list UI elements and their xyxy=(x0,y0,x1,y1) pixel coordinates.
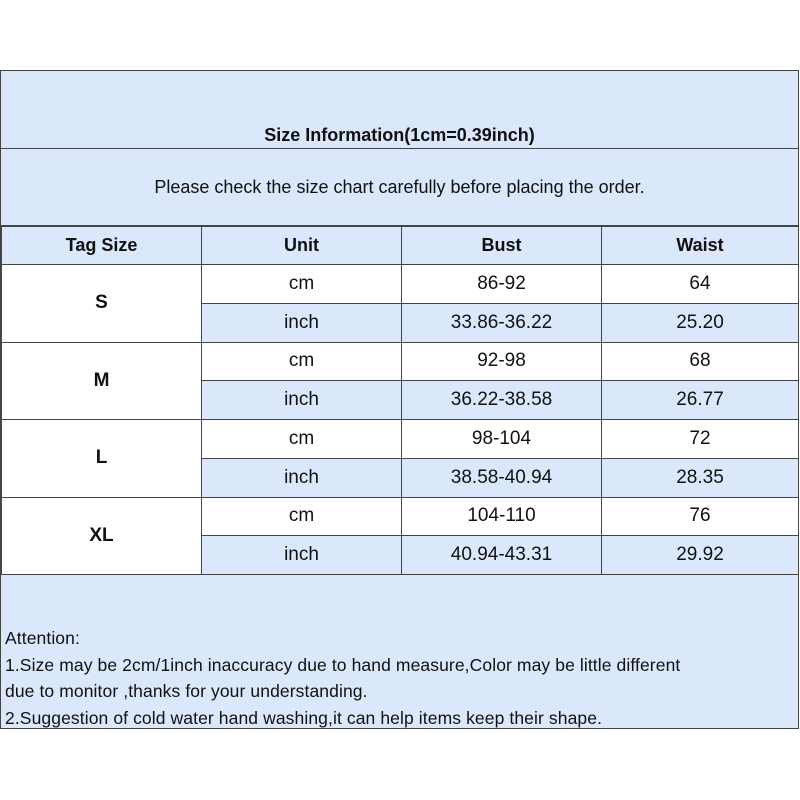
table-row xyxy=(2,497,799,536)
table-header-row xyxy=(2,227,799,265)
header-tag-size: Tag Size xyxy=(2,227,202,265)
bust-cell: 36.22-38.58 xyxy=(402,381,602,420)
bust-cell: 92-98 xyxy=(402,342,602,381)
header-unit: Unit xyxy=(202,227,402,265)
attention-heading: Attention: xyxy=(5,628,80,648)
size-chart-title: Size Information(1cm=0.39inch) xyxy=(264,125,535,145)
attention-line: 1.Size may be 2cm/1inch inaccuracy due to hand measure,Color may be little different xyxy=(5,654,681,675)
table-row xyxy=(2,342,799,381)
table-row xyxy=(2,265,799,304)
bust-cell: 98-104 xyxy=(402,420,602,459)
unit-cell: inch xyxy=(202,381,402,420)
tag-size-cell: S xyxy=(2,265,202,343)
size-chart-sheet xyxy=(0,70,799,729)
bust-cell: 104-110 xyxy=(402,497,602,536)
bust-cell: 33.86-36.22 xyxy=(402,303,602,342)
header-waist: Waist xyxy=(602,227,799,265)
title-band xyxy=(1,71,798,149)
waist-cell: 72 xyxy=(602,420,799,459)
waist-cell: 28.35 xyxy=(602,458,799,497)
tag-size-cell: XL xyxy=(2,497,202,575)
waist-cell: 25.20 xyxy=(602,303,799,342)
unit-cell: inch xyxy=(202,536,402,575)
note-band xyxy=(1,149,798,226)
waist-cell: 68 xyxy=(602,342,799,381)
bust-cell: 40.94-43.31 xyxy=(402,536,602,575)
unit-cell: inch xyxy=(202,458,402,497)
unit-cell: cm xyxy=(202,420,402,459)
waist-cell: 26.77 xyxy=(602,381,799,420)
waist-cell: 29.92 xyxy=(602,536,799,575)
size-table xyxy=(1,226,799,575)
attention-line: 2.Suggestion of cold water hand washing,it can help items keep their shape. xyxy=(5,707,603,728)
bust-cell: 38.58-40.94 xyxy=(402,458,602,497)
table-row xyxy=(2,420,799,459)
attention-line: due to monitor ,thanks for your understanding. xyxy=(5,681,368,701)
waist-cell: 76 xyxy=(602,497,799,536)
order-note: Please check the size chart carefully before placing the order. xyxy=(154,177,645,197)
unit-cell: inch xyxy=(202,303,402,342)
attention-notes xyxy=(5,625,795,731)
unit-cell: cm xyxy=(202,342,402,381)
bust-cell: 86-92 xyxy=(402,265,602,304)
tag-size-cell: L xyxy=(2,420,202,498)
unit-cell: cm xyxy=(202,497,402,536)
unit-cell: cm xyxy=(202,265,402,304)
waist-cell: 64 xyxy=(602,265,799,304)
tag-size-cell: M xyxy=(2,342,202,420)
header-bust: Bust xyxy=(402,227,602,265)
